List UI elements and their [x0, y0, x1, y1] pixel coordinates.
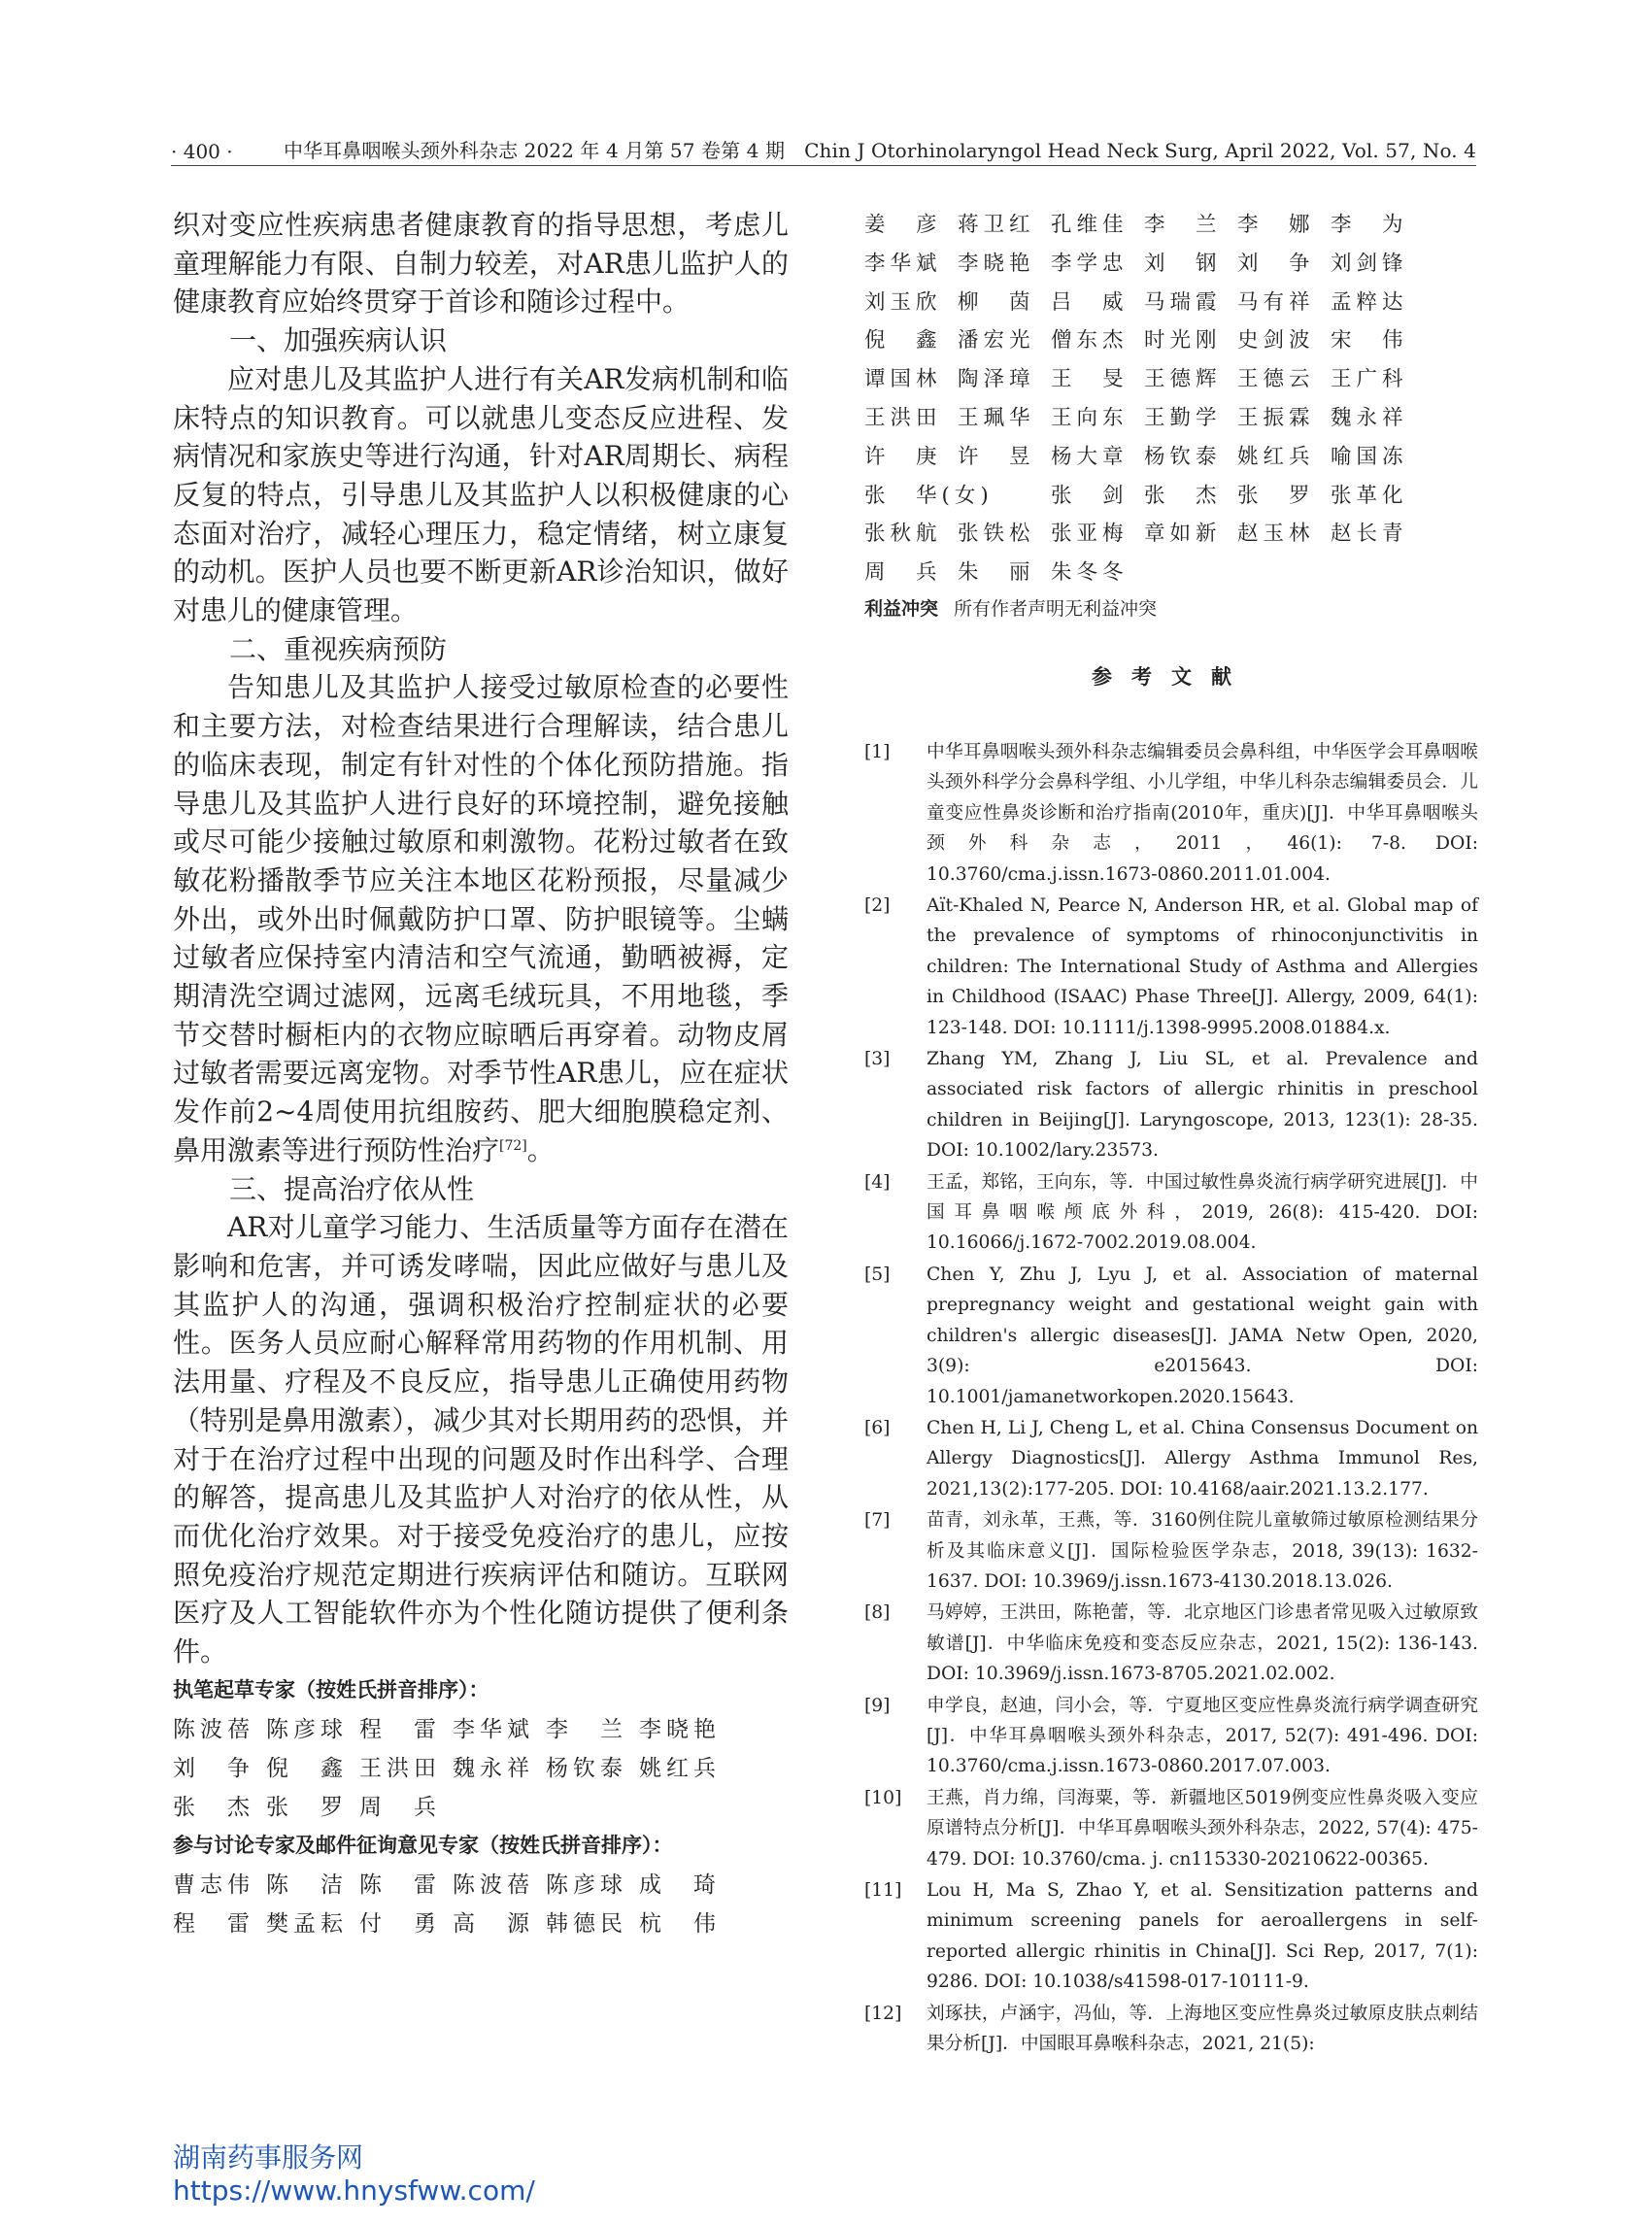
reference-item	[864, 1598, 1478, 1689]
expert-name: 杨钦泰	[546, 1755, 627, 1781]
reference-number: [8]	[864, 1602, 891, 1624]
reference-list	[864, 737, 1478, 2059]
reference-item	[864, 1783, 1478, 1874]
expert-name: 李 兰	[546, 1716, 627, 1742]
expert-name: 张 罗	[266, 1794, 348, 1820]
paragraph-text: 告知患儿及其监护人接受过敏原检查的必要性和主要方法，对检查结果进行合理解读，结合患儿的临床表现，制定有针对性的个体化预防措施。指导患儿及其监护人进行良好的环境控制，避免接触或尽可能少接触过敏原和刺激物。花粉过敏者在致敏花粉播散季节应关注本地区花粉预报，尽量减少外出，或外出时佩戴防护口罩、防护眼镜等。尘螨过敏者应保持室内清洁和空气流通，勤晒被褥，定期清洗空调过滤网，远离毛绒玩具，不用地毯，季节交替时橱柜内的衣物应晾晒后再穿着。动物皮屑过敏者需要远离宠物。对季节性AR患儿，应在症状发作前2~4周使用抗组胺药、肥大细胞膜稳定剂、鼻用激素等进行预防性治疗	[173, 671, 789, 1166]
expert-name: 陈波蓓	[173, 1716, 254, 1742]
header-rule	[171, 165, 1476, 166]
expert-name: 王珮华	[958, 405, 1035, 430]
expert-name: 章如新	[1144, 522, 1222, 547]
reference-item	[864, 1413, 1478, 1504]
paragraph	[173, 668, 789, 1169]
expert-name: 姚红兵	[1237, 444, 1315, 469]
expert-name: 王振霖	[1237, 405, 1315, 430]
expert-name: 李华斌	[864, 251, 942, 276]
expert-name: 赵玉林	[1237, 522, 1315, 547]
reference-item	[864, 1260, 1478, 1412]
expert-name: 陈 洁	[266, 1871, 348, 1898]
expert-name: 吕 威	[1051, 289, 1129, 315]
expert-name: 张亚梅	[1051, 522, 1129, 547]
expert-name: 高 源	[453, 1910, 534, 1937]
expert-name: 姚红兵	[639, 1755, 721, 1781]
expert-name: 史剑波	[1237, 328, 1315, 354]
expert-name: 柳 茵	[958, 289, 1035, 315]
discussion-experts-list-continued	[864, 206, 1478, 592]
journal-citation: 中华耳鼻咽喉头颈外科杂志 2022 年 4 月第 57 卷第 4 期 Chin J Otorhinolaryngol Head Neck Surg, April 2022, Vol. 57, No. 4	[284, 139, 1476, 162]
expert-name: 宋 伟	[1331, 328, 1408, 354]
reference-number: [2]	[864, 895, 891, 916]
expert-name: 李学忠	[1051, 251, 1129, 276]
expert-name: 韩德民	[546, 1910, 627, 1937]
expert-name: 朱 丽	[958, 560, 1035, 586]
expert-name: 陈彦球	[546, 1871, 627, 1898]
drafting-experts-label: 执笔起草专家（按姓氏拼音排序）：	[173, 1677, 489, 1702]
expert-name: 李 为	[1331, 213, 1408, 237]
reference-number: [3]	[864, 1049, 891, 1070]
expert-name: 蒋卫红	[958, 213, 1035, 237]
reference-number: [12]	[864, 2003, 902, 2024]
reference-item	[864, 737, 1478, 890]
expert-name: 王 旻	[1051, 367, 1129, 392]
expert-name: 许 庚	[864, 444, 942, 469]
expert-name: 刘 争	[1237, 251, 1315, 276]
paragraph-end: 。	[526, 1133, 555, 1166]
expert-name: 李 娜	[1237, 213, 1315, 237]
discussion-experts-list	[173, 1866, 789, 1943]
coi-label: 利益冲突	[864, 597, 939, 620]
expert-name: 魏永祥	[1331, 405, 1408, 430]
reference-number: [10]	[864, 1787, 902, 1808]
expert-name: 王勤学	[1144, 405, 1222, 430]
expert-name: 陈波蓓	[453, 1871, 534, 1898]
reference-text: Chen Y, Zhu J, Lyu J, et al. Association of maternal prepregnancy weight and gestational weight gain with children's allergic diseases[J]. JAMA Netw Open, 2020, 3(9): e2015643. DOI: 10.1001/jamanetworkopen.2020.15643.	[927, 1264, 1478, 1407]
expert-name: 魏永祥	[453, 1755, 534, 1781]
expert-name: 李晓艳	[958, 251, 1035, 276]
expert-name: 王德云	[1237, 367, 1315, 392]
expert-name: 赵长青	[1331, 522, 1408, 547]
expert-name: 陈 雷	[359, 1871, 441, 1898]
expert-name: 成 琦	[639, 1871, 721, 1898]
references-heading: 参考文献	[1092, 664, 1251, 689]
expert-name: 周 兵	[864, 560, 942, 586]
expert-name: 王向东	[1051, 405, 1129, 430]
reference-text: Chen H, Li J, Cheng L, et al. China Consensus Document on Allergy Diagnostics[J]. Allergy Asthma Immunol Res, 2021,13(2):177-205. DOI: 10.4168/aair.2021.13.2.177.	[927, 1417, 1478, 1500]
expert-name: 张 杰	[173, 1794, 254, 1820]
expert-name: 杭 伟	[639, 1910, 721, 1937]
expert-name: 孟粹达	[1331, 289, 1408, 315]
expert-name: 马瑞霞	[1144, 289, 1222, 315]
reference-text: 王孟，郑铭，王向东，等．中国过敏性鼻炎流行病学研究进展[J]．中国耳鼻咽喉颅底外科，2019, 26(8): 415-420. DOI: 10.16066/j.1672-7002.2019.08.004.	[927, 1171, 1478, 1254]
reference-text: Zhang YM, Zhang J, Liu SL, et al. Prevalence and associated risk factors of allergic rhinitis in preschool children in Beijing[J]. Laryngoscope, 2013, 123(1): 28-35. DOI: 10.1002/lary.23573.	[927, 1049, 1478, 1162]
reference-number: [5]	[864, 1264, 891, 1285]
expert-name: 张秋航	[864, 522, 942, 547]
reference-item	[864, 1999, 1478, 2060]
running-header	[171, 134, 1476, 163]
watermark-url[interactable]: https://www.hnysfww.com/	[173, 2174, 535, 2207]
section-heading: 二、重视疾病预防	[229, 632, 448, 665]
expert-name: 喻国冻	[1331, 444, 1408, 469]
reference-item	[864, 1691, 1478, 1782]
expert-name: 李 兰	[1144, 213, 1222, 237]
citation-link[interactable]: [72]	[499, 1137, 527, 1154]
expert-name: 马有祥	[1237, 289, 1315, 315]
expert-name: 张 剑	[1051, 483, 1129, 508]
expert-name: 杨大章	[1051, 444, 1129, 469]
reference-text: 中华耳鼻咽喉头颈外科杂志编辑委员会鼻科组，中华医学会耳鼻咽喉头颈外科学分会鼻科学组、小儿学组，中华儿科杂志编辑委员会．儿童变应性鼻炎诊断和治疗指南(2010年，重庆)[J]．中华耳鼻咽喉头颈外科杂志，2011，46(1): 7-8. DOI: 10.3760/cma.j.issn.1673-0860.2011.01.004.	[927, 741, 1478, 885]
watermark-title: 湖南药事服务网	[173, 2141, 364, 2174]
expert-name: 王洪田	[864, 405, 942, 430]
paragraph: 织对变应性疾病患者健康教育的指导思想，考虑儿童理解能力有限、自制力较差，对AR患儿监护人的健康教育应始终贯穿于首诊和随诊过程中。	[173, 209, 789, 319]
expert-name: 姜 彦	[864, 213, 942, 237]
reference-text: 马婷婷，王洪田，陈艳蕾，等．北京地区门诊患者常见吸入过敏原致敏谱[J]．中华临床免疫和变态反应杂志，2021, 15(2): 136-143. DOI: 10.3969/j.issn.1673-8705.2021.02.002.	[927, 1602, 1478, 1685]
right-column	[864, 206, 1478, 2060]
reference-item	[864, 1875, 1478, 1998]
expert-name: 王德辉	[1144, 367, 1222, 392]
expert-name: 时光刚	[1144, 328, 1222, 354]
expert-name: 杨钦泰	[1144, 444, 1222, 469]
coi-text: 所有作者声明无利益冲突	[954, 597, 1158, 620]
conflict-of-interest	[864, 594, 1478, 621]
reference-text: Aït-Khaled N, Pearce N, Anderson HR, et al. Global map of the prevalence of symptoms of rhinoconjunctivitis in children: The International Study of Asthma and Allergies in Childhood (ISAAC) Phase Three[J]. Allergy, 2009, 64(1): 123-148. DOI: 10.1111/j.1398-9995.2008.01884.x.	[927, 895, 1478, 1038]
reference-text: 刘琢扶，卢涵宇，冯仙，等．上海地区变应性鼻炎过敏原皮肤点刺结果分析[J]．中国眼耳鼻喉科杂志，2021, 21(5):	[927, 2003, 1478, 2055]
expert-name: 程 雷	[173, 1910, 254, 1937]
paragraph: 应对患儿及其监护人进行有关AR发病机制和临床特点的知识教育。可以就患儿变态反应进程、发病情况和家族史等进行沟通，针对AR周期长、病程反复的特点，引导患儿及其监护人以积极健康的心态面对治疗，减轻心理压力，稳定情绪，树立康复的动机。医护人员也要不断更新AR诊治知识，做好对患儿的健康管理。	[173, 362, 789, 627]
left-column	[173, 206, 789, 1943]
site-watermark	[173, 2141, 535, 2208]
expert-name: 张 罗	[1237, 483, 1315, 508]
reference-item	[864, 1167, 1478, 1259]
reference-number: [1]	[864, 741, 891, 762]
expert-name: 付 勇	[359, 1910, 441, 1937]
expert-name: 曹志伟	[173, 1871, 254, 1898]
expert-name: 程 雷	[359, 1716, 441, 1742]
expert-name: 潘宏光	[958, 328, 1035, 354]
expert-name: 王洪田	[359, 1755, 441, 1781]
page-number: · 400 ·	[171, 140, 233, 163]
reference-item	[864, 1044, 1478, 1166]
expert-name: 陈彦球	[266, 1716, 348, 1742]
reference-number: [6]	[864, 1417, 891, 1438]
expert-name: 樊孟耘	[266, 1910, 348, 1937]
expert-name: 刘剑锋	[1331, 251, 1408, 276]
section-heading: 三、提高治疗依从性	[229, 1172, 475, 1205]
reference-number: [9]	[864, 1695, 891, 1716]
expert-name: 周 兵	[359, 1794, 441, 1820]
expert-name: 谭国林	[864, 367, 942, 392]
section-heading: 一、加强疾病认识	[229, 324, 448, 357]
expert-name: 僧东杰	[1051, 328, 1129, 354]
discussion-experts-label: 参与讨论专家及邮件征询意见专家（按姓氏拼音排序）：	[173, 1833, 673, 1857]
reference-item	[864, 891, 1478, 1043]
expert-name: 倪 鑫	[266, 1755, 348, 1781]
expert-name: 许 昱	[958, 444, 1035, 469]
expert-name: 张铁松	[958, 522, 1035, 547]
reference-text: 苗青，刘永革，王燕，等．3160例住院儿童敏筛过敏原检测结果分析及其临床意义[J]．国际检验医学杂志，2018, 39(13): 1632-1637. DOI: 10.3969/j.issn.1673-4130.2018.13.026.	[927, 1510, 1478, 1592]
reference-number: [7]	[864, 1510, 891, 1532]
expert-name: 朱冬冬	[1051, 560, 1129, 586]
expert-name: 刘玉欣	[864, 289, 942, 315]
paragraph: AR对儿童学习能力、生活质量等方面存在潜在影响和危害，并可诱发哮喘，因此应做好与患儿及其监护人的沟通，强调积极治疗控制症状的必要性。医务人员应耐心解释常用药物的作用机制、用法用量、疗程及不良反应，指导患儿正确使用药物（特别是鼻用激素），减少其对长期用药的恐惧，并对于在治疗过程中出现的问题及时作出科学、合理的解答，提高患儿及其监护人对治疗的依从性，从而优化治疗效果。对于接受免疫治疗的患儿，应按照免疫治疗规范定期进行疾病评估和随访。互联网医疗及人工智能软件亦为个性化随访提供了便利条件。	[173, 1211, 789, 1669]
expert-name: 张革化	[1331, 483, 1408, 508]
expert-name: 李晓艳	[639, 1716, 721, 1742]
expert-name: 李华斌	[453, 1716, 534, 1742]
expert-name: 陶泽璋	[958, 367, 1035, 392]
drafting-experts-list	[173, 1710, 789, 1827]
expert-name: 倪 鑫	[864, 328, 942, 354]
reference-number: [11]	[864, 1880, 902, 1901]
expert-name: 王广科	[1331, 367, 1408, 392]
reference-item	[864, 1505, 1478, 1597]
reference-number: [4]	[864, 1171, 891, 1193]
reference-text: Lou H, Ma S, Zhao Y, et al. Sensitization patterns and minimum screening panels for aeroallergens in self-reported allergic rhinitis in China[J]. Sci Rep, 2017, 7(1): 9286. DOI: 10.1038/s41598-017-10111-9.	[927, 1880, 1478, 1993]
expert-name: 刘 争	[173, 1755, 254, 1781]
expert-name: 张 华(女)	[864, 483, 994, 508]
expert-name: 张 杰	[1144, 483, 1222, 508]
expert-name: 刘 钢	[1144, 251, 1222, 276]
reference-text: 申学良，赵迪，闫小会，等．宁夏地区变应性鼻炎流行病学调查研究[J]．中华耳鼻咽喉头颈外科杂志，2017, 52(7): 491-496. DOI: 10.3760/cma.j.issn.1673-0860.2017.07.003.	[927, 1695, 1478, 1777]
reference-text: 王燕，肖力绵，闫海粟，等．新疆地区5019例变应性鼻炎吸入变应原谱特点分析[J]．中华耳鼻咽喉头颈外科杂志，2022, 57(4): 475-479. DOI: 10.3760/cma. j. cn115330-20210622-00365.	[927, 1787, 1478, 1870]
expert-name: 孔维佳	[1051, 213, 1129, 237]
